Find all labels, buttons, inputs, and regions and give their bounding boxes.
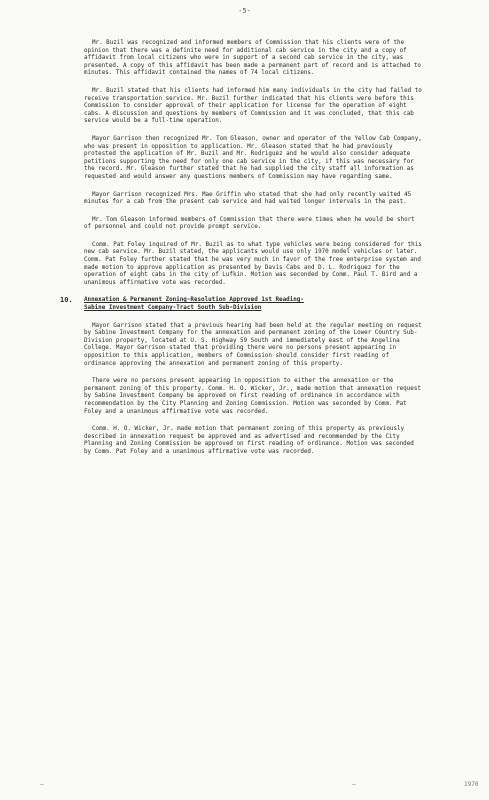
paragraph: Mr. Tom Gleason informed members of Commission that there were times when he would be short of personnel and could not provide prompt service. — [84, 216, 419, 231]
paragraph: Mr. Buzil stated that his clients had informed him many individuals in the city had failed to receive transportation service. Mr. Buzil further indicated that his clients were before this Commission to consider approval of their application for license for the operation of eight cabs. A discussion and questions by members of Commission and it was concluded, that this cab service would be a full-time operation. — [84, 87, 426, 125]
agenda-item — [60, 296, 424, 312]
minutes-body — [60, 40, 426, 467]
agenda-item-title: Annexation & Permanent Zoning-Resolution Approved 1st Reading- Sabine Investment Company-Tract South Sub-Division — [84, 297, 304, 312]
paragraph: There were no persons present appearing in opposition to either the annexation or the permanent zoning of this property. Comm. H. O. Wicker, Jr., made motion that annexation request by Sabine Investment Company be approved on first reading of ordinance in accordance with recommendation by the City Planning and Zoning Commission. Motion was seconded by Comm. Pat Foley and a unanimous affirmative vote was recorded. — [84, 378, 425, 415]
paragraph: Comm. H. O. Wicker, Jr. made motion that permanent zoning of this property as previously described in annexation request be approved and as advertised and recommended by the City Planning and Zoning Commission be approved on first reading of ordinance. Motion was seconded by Comm. Pat Foley and a unanimous affirmative vote was recorded. — [84, 426, 418, 455]
agenda-item-number: 10. — [60, 296, 73, 305]
paragraph: Comm. Pat Foley inquired of Mr. Buzil as to what type vehicles were being considered for this new cab service. Mr. Buzil stated, the applicants would use only 1970 model vehicles or later. Comm. Pat Foley further stated that he was very much in favor of the free enterprise system and made motion to approve application as presented by Davis Cabs and D. L. Rodriguez for the operation of eight cabs in the city of Lufkin. Motion was seconded by Comm. Paul T. Bird and a unanimous affirmative vote was recorded. — [84, 241, 426, 286]
footer-mark-left: — — [40, 781, 44, 788]
footer-mark-middle: — — [352, 781, 356, 788]
paragraph: Mayor Garrison stated that a previous hearing had been held at the regular meeting on request by Sabine Investment Company for the annexation and permanent zoning of the Lower Country Sub-Division property, located at U. S. Highway 59 South and immediately east of the Angelina College. Mayor Garrison stated that providing there were no persons present appearing in opposition to this application, members of Commission should consider first reading of ordinance approving the annexation and permanent zoning of this property. — [84, 322, 426, 367]
paragraph: Mr. Buzil was recognized and informed members of Commission that his clients were of the opinion that there was a definite need for additional cab service in the city and a copy of affidavit from local citizens who were in support of a second cab service in the city, was presented. A copy of this affidavit has been made a permanent part of record and is attached to minutes. This affidavit contained the names of 74 local citizens. — [84, 40, 425, 77]
paragraph: Mayor Garrison then recognized Mr. Tom Gleason, owner and operator of the Yellow Cab Company, who was present in opposition to application. Mr. Gleason stated that he had previously protested the application of Mr. Buzil and Mr. Rodriguez and he would also consider adequate petitions supporting the need for only one cab service in the city, if this was necessary for the record. Mr. Gleason further stated that he had supplied the city staff all information as requested and would answer any questions members of Commission may have regarding same. — [84, 135, 426, 180]
paragraph: Mayor Garrison recognized Mrs. Mae Griffin who stated that she had only recently waited 45 minutes for a cab from the present cab service and had waited longer intervals in the past. — [84, 191, 415, 206]
footer-mark-right: 1970 — [464, 781, 479, 788]
page-number: -5- — [238, 7, 251, 15]
